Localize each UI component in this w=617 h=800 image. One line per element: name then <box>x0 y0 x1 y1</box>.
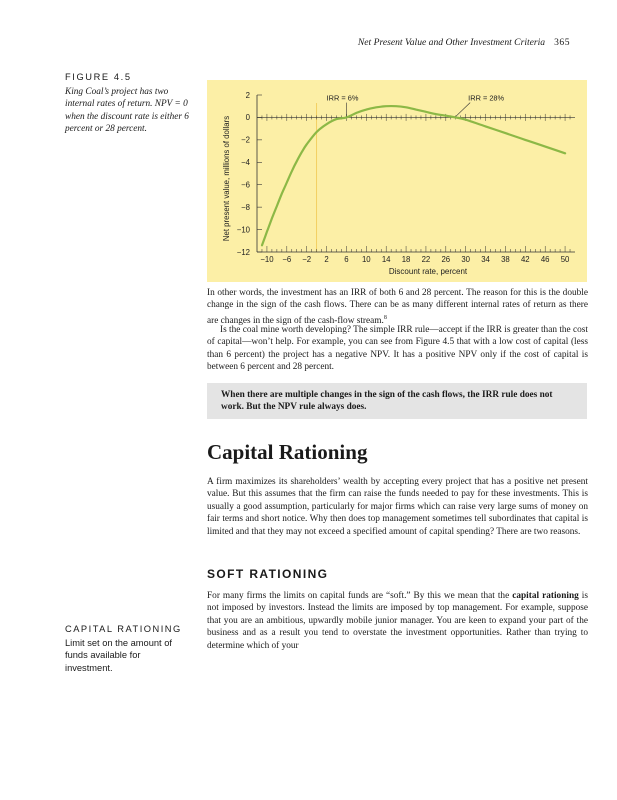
paragraph-4-start: For many firms the limits on capital funds are “soft.” By this we mean that the <box>207 591 513 601</box>
paragraph-3: A firm maximizes its shareholders’ wealth by accepting every project that has a positive net present value. But this assumes that the firm can raise the funds needed to pay for these investments. This is usually a good assumption, particularly for major firms which can raise very large sums of money on fair terms and short notice. Why then does top management sometimes tell subordinates that capital is limited and that they may not exceed a specified amount of capital spending? There are two reasons. <box>207 477 588 537</box>
x-tick-label: 26 <box>441 255 451 264</box>
x-tick-label: 10 <box>361 255 371 264</box>
paragraph-1 <box>207 287 588 327</box>
x-tick-label: −2 <box>302 255 312 264</box>
margin-definition: Limit set on the amount of funds available for investment. <box>65 638 172 673</box>
irr-annotation-label: IRR = 6% <box>326 93 359 103</box>
irr-leader-line <box>456 103 470 117</box>
x-tick-label: 22 <box>421 255 431 264</box>
figure-caption: King Coal’s project has two internal rates of return. NPV = 0 when the discount rate is either 6 percent or 28 percent. <box>65 87 189 135</box>
running-head-title: Net Present Value and Other Investment Criteria <box>357 37 546 48</box>
npv-curve <box>262 106 565 245</box>
x-tick-label: 38 <box>501 255 510 264</box>
section-title: Capital Rationing <box>207 440 368 464</box>
y-tick-label: −12 <box>236 247 250 257</box>
x-tick-label: 50 <box>560 255 570 264</box>
x-tick-label: 30 <box>461 255 471 264</box>
x-tick-label: 46 <box>540 255 550 264</box>
paragraph-2: Is the coal mine worth developing? The simple IRR rule—accept if the IRR is greater than the cost of capital—won’t help. For example, you can see from Figure 4.5 that with a low cost of capital (less than 6 percent) the project has a negative NPV. It has a positive NPV only if the cost of capital is between 6 percent and 28 percent. <box>207 325 588 373</box>
callout-text: When there are multiple changes in the sign of the cash flows, the IRR rule does not work. But the NPV rule always does. <box>221 390 553 413</box>
figure-label: FIGURE 4.5 <box>65 72 132 82</box>
x-tick-label: 18 <box>401 255 411 264</box>
paragraph-4 <box>207 590 588 652</box>
y-axis-title: Net present value, millions of dollars <box>222 115 231 242</box>
x-axis-title: Discount rate, percent <box>388 267 468 276</box>
x-tick-label: 34 <box>481 255 490 264</box>
x-tick-label: 6 <box>344 255 349 264</box>
y-tick-label: −4 <box>241 158 250 168</box>
footnote-ref: 8 <box>383 314 387 321</box>
x-tick-label: 2 <box>324 255 329 264</box>
x-tick-label: 42 <box>520 255 530 264</box>
irr-annotation-label: IRR = 28% <box>468 93 505 103</box>
key-point-callout <box>207 383 587 419</box>
y-tick-label: 2 <box>245 90 250 100</box>
running-head <box>358 37 570 48</box>
y-tick-label: 0 <box>245 113 250 123</box>
y-tick-label: −2 <box>241 135 250 145</box>
x-tick-label: 14 <box>381 255 391 264</box>
paragraph-4-end: is not imposed by investors. Instead the limits are imposed by top management. For example, suppose that you are an ambitious, upwardly mobile junior manager. You are keen to expand your part of the business and as a result you tend to overstate the investment opportunities. Rather than trying to determine which of your <box>207 591 589 651</box>
y-tick-label: −6 <box>241 180 250 190</box>
margin-term: CAPITAL RATIONING <box>65 624 182 634</box>
page-number: 365 <box>554 37 570 48</box>
subsection-title: SOFT RATIONING <box>207 567 329 581</box>
x-tick-label: −6 <box>282 255 292 264</box>
chart-panel <box>207 80 587 282</box>
npv-chart <box>207 80 587 282</box>
y-tick-label: −10 <box>236 225 250 235</box>
x-tick-label: −10 <box>260 255 274 264</box>
y-tick-label: −8 <box>241 202 250 212</box>
key-term-capital-rationing: capital rationing <box>512 591 579 601</box>
paragraph-1-text: In other words, the investment has an IRR of both 6 and 28 percent. The reason for this is the double change in the sign of the cash flows. There can be as many different internal rates of return as there are changes in the sign of the cash-flow stream. <box>207 288 588 326</box>
